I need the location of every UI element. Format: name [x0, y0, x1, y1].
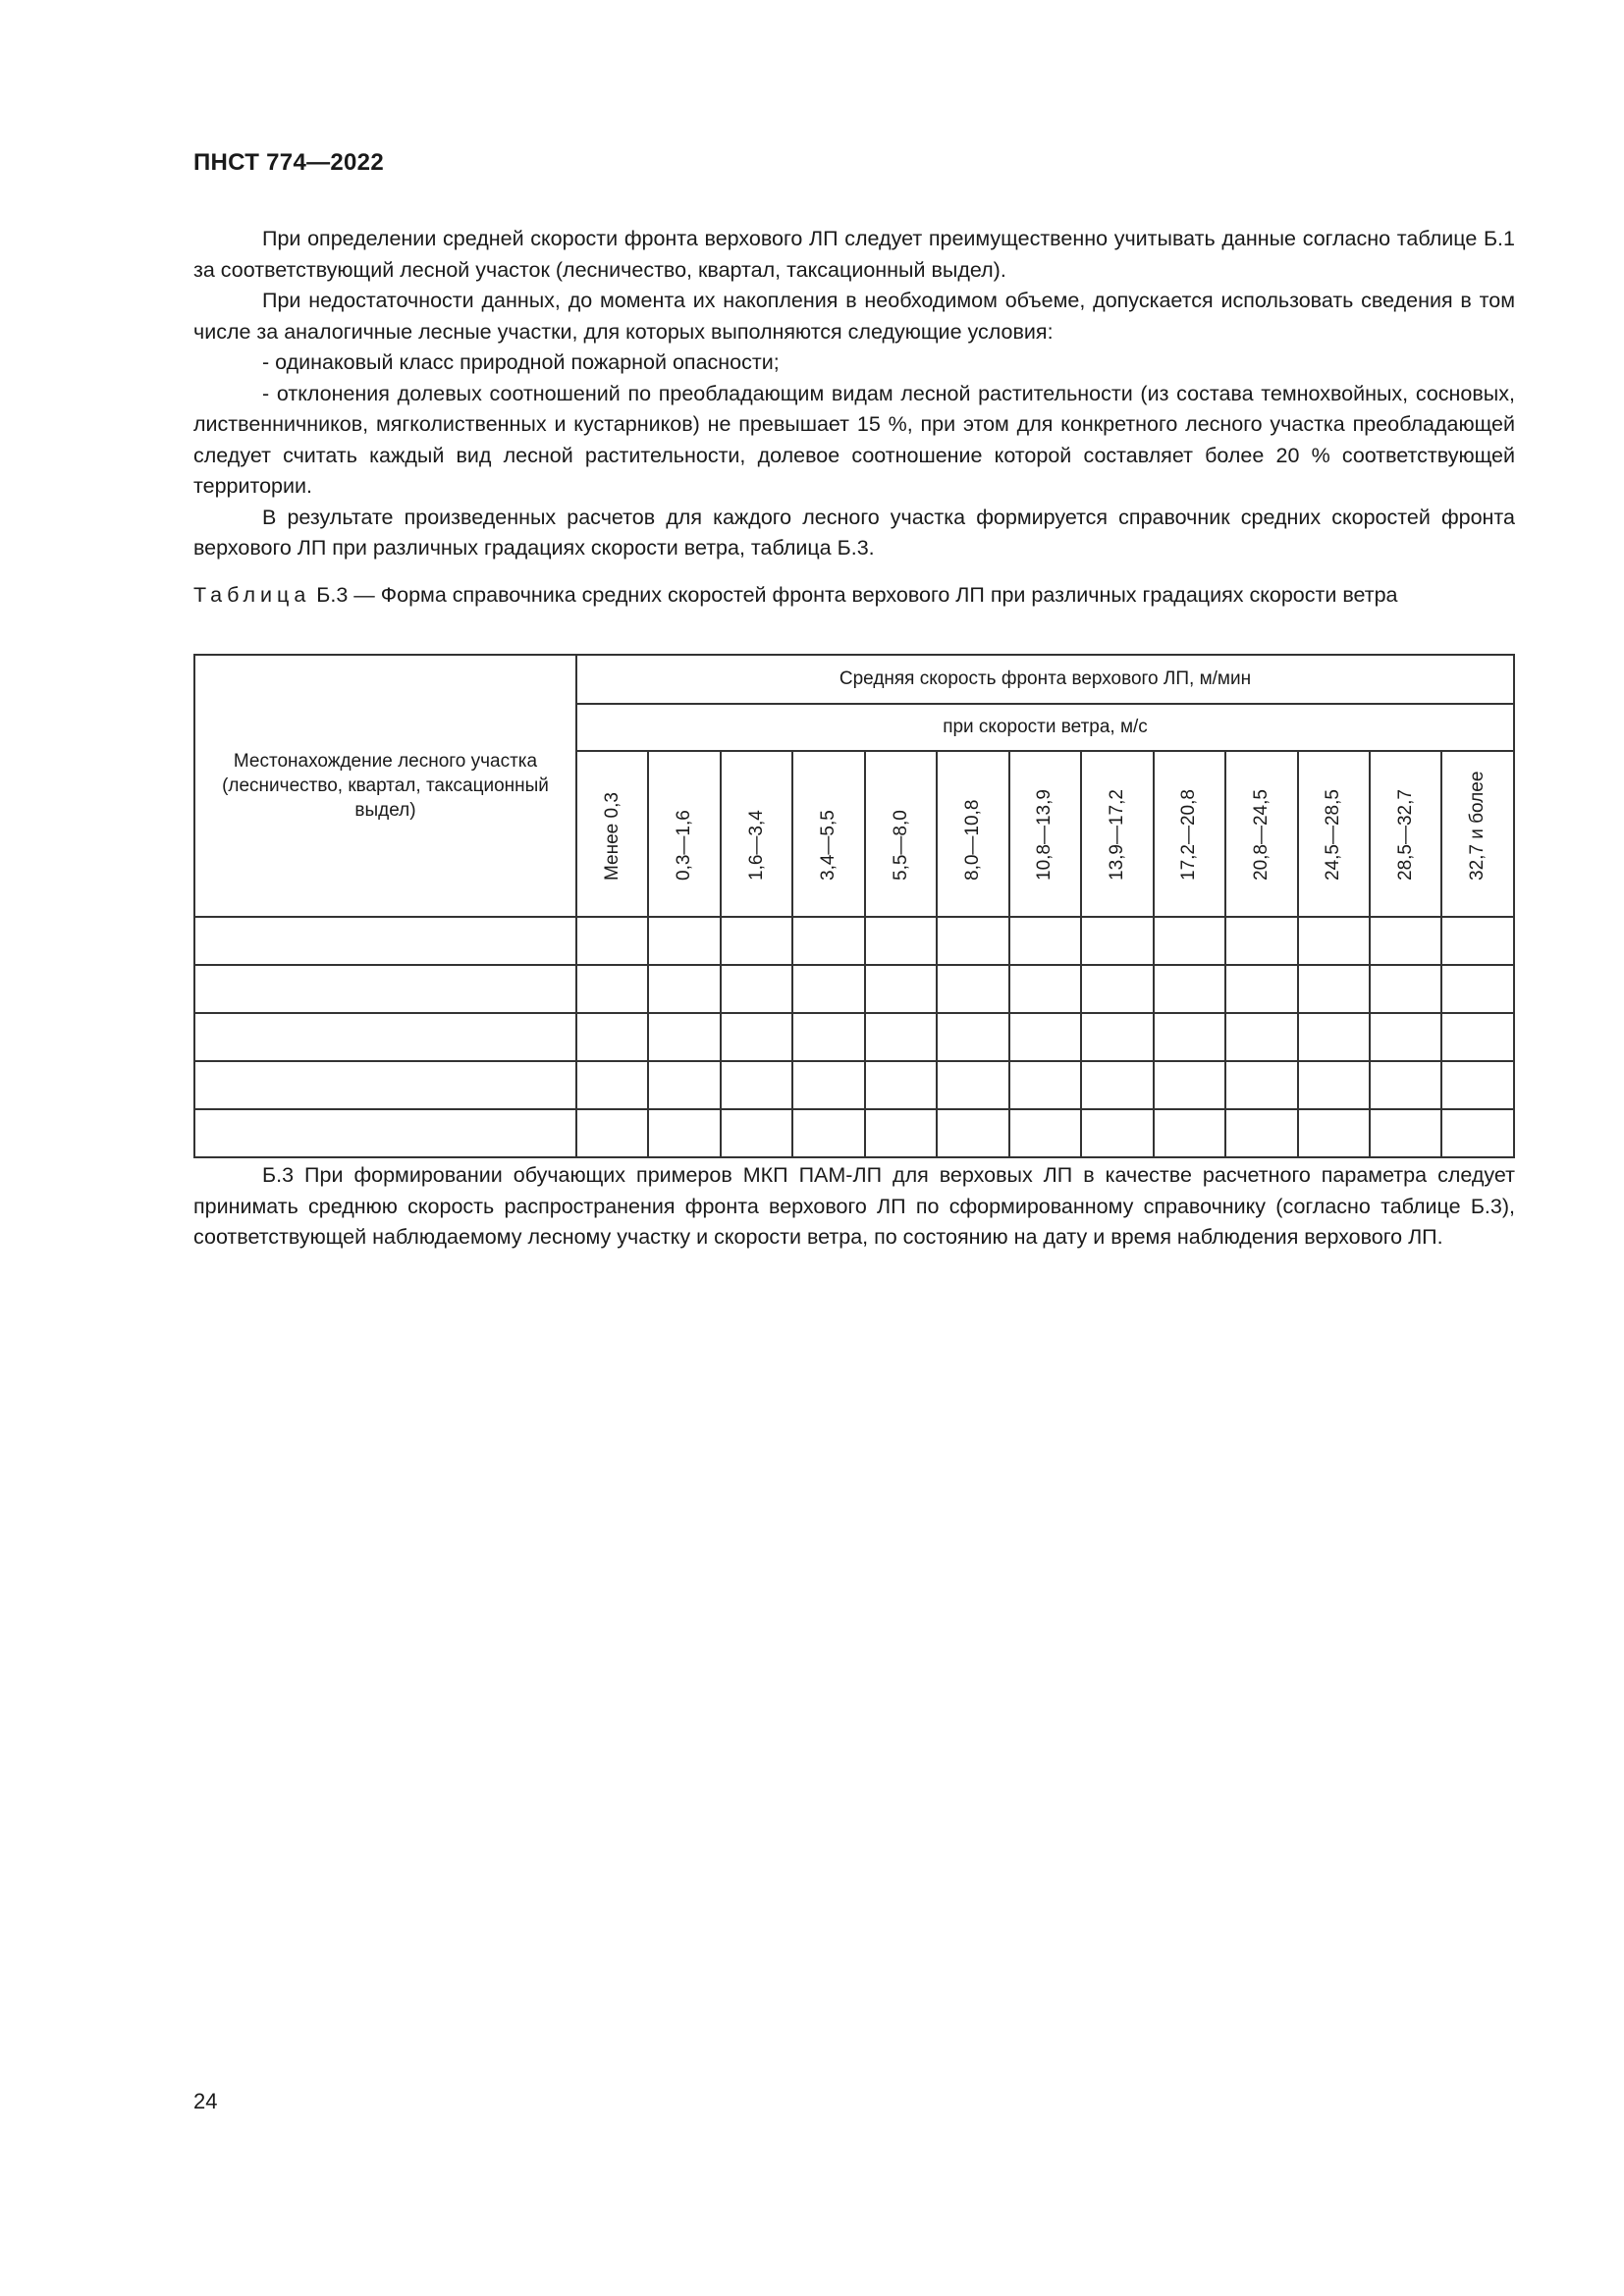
speed-cell — [648, 917, 720, 965]
speed-cell — [865, 965, 937, 1013]
speed-cell — [937, 1013, 1008, 1061]
paragraph-1: При определении средней скорости фронта верхового ЛП следует преимущественно учитывать данные согласно таблице Б.1 за соответствующий лесной участок (лесничество, квартал, таксационный выдел). — [193, 227, 1515, 282]
body-text — [193, 224, 1515, 564]
speed-cell — [1225, 965, 1297, 1013]
speed-cell — [721, 1061, 792, 1109]
wind-gradation-label: 1,6—3,4 — [745, 810, 767, 881]
table-caption — [193, 580, 1515, 612]
wind-gradation-header — [648, 751, 720, 917]
speed-cell — [1370, 1109, 1441, 1157]
speed-cell — [648, 1061, 720, 1109]
condition-1: - одинаковый класс природной пожарной опасности; — [262, 350, 780, 374]
speed-cell — [1081, 1013, 1153, 1061]
speed-cell — [1225, 1013, 1297, 1061]
wind-gradation-label: 5,5—8,0 — [890, 810, 911, 881]
wind-gradation-label: 24,5—28,5 — [1323, 789, 1344, 881]
wind-gradation-label: 32,7 и более — [1467, 771, 1489, 881]
wind-gradation-header — [792, 751, 864, 917]
speed-header: Средняя скорость фронта верхового ЛП, м/мин — [576, 655, 1514, 704]
section-b3 — [193, 1160, 1515, 1254]
table-row — [194, 917, 1514, 965]
speed-cell — [792, 1109, 864, 1157]
speed-cell — [576, 1109, 648, 1157]
wind-gradation-header — [1081, 751, 1153, 917]
speed-cell — [1298, 1109, 1370, 1157]
speed-cell — [1009, 1061, 1081, 1109]
wind-gradation-header — [1009, 751, 1081, 917]
paragraph-3: В результате произведенных расчетов для каждого лесного участка формируется справочник средних скоростей фронта верхового ЛП при различных градациях скорости ветра, таблица Б.3. — [193, 505, 1515, 560]
wind-gradation-header — [721, 751, 792, 917]
location-cell — [194, 917, 576, 965]
speed-cell — [1225, 1061, 1297, 1109]
speed-cell — [865, 1061, 937, 1109]
section-b3-text: Б.3 При формировании обучающих примеров МКП ПАМ-ЛП для верховых ЛП в качестве расчетного параметра следует принимать среднюю скорость распространения фронта верхового ЛП по сформированному справочнику (согласно таблице Б.3), соответствующей наблюдаемому лесному участку и скорости ветра, по состоянию на дату и время наблюдения верхового ЛП. — [193, 1163, 1515, 1249]
speed-cell — [1225, 917, 1297, 965]
paragraph-2: При недостаточности данных, до момента их накопления в необходимом объеме, допускается использовать сведения в том числе за аналогичные лесные участки, для которых выполняются следующие условия: — [193, 289, 1515, 344]
speed-cell — [721, 917, 792, 965]
speed-cell — [792, 965, 864, 1013]
speed-cell — [1441, 917, 1514, 965]
wind-gradation-label: 8,0—10,8 — [961, 799, 983, 881]
speed-cell — [1441, 1013, 1514, 1061]
wind-gradation-label: 3,4—5,5 — [818, 810, 839, 881]
speed-cell — [1081, 1061, 1153, 1109]
speed-cell — [1009, 965, 1081, 1013]
speed-cell — [937, 1109, 1008, 1157]
speed-cell — [648, 965, 720, 1013]
wind-gradation-label: 0,3—1,6 — [674, 810, 695, 881]
speed-cell — [1009, 917, 1081, 965]
wind-gradation-label: 17,2—20,8 — [1178, 789, 1200, 881]
speed-cell — [576, 965, 648, 1013]
wind-gradation-header — [1370, 751, 1441, 917]
wind-gradation-label: 13,9—17,2 — [1106, 789, 1127, 881]
speed-cell — [1154, 917, 1225, 965]
table-caption-label: Таблица — [193, 583, 311, 607]
wind-gradation-header — [1441, 751, 1514, 917]
speed-cell — [1298, 965, 1370, 1013]
speed-cell — [1298, 917, 1370, 965]
speed-cell — [1370, 1061, 1441, 1109]
speed-cell — [937, 1061, 1008, 1109]
speed-cell — [1009, 1013, 1081, 1061]
wind-gradation-label: 28,5—32,7 — [1394, 789, 1416, 881]
document-header: ПНСТ 774—2022 — [193, 149, 384, 176]
wind-gradation-header — [865, 751, 937, 917]
speed-cell — [1154, 1109, 1225, 1157]
speed-cell — [648, 1013, 720, 1061]
reference-table — [193, 654, 1515, 1158]
speed-cell — [937, 965, 1008, 1013]
speed-cell — [865, 917, 937, 965]
location-cell — [194, 1061, 576, 1109]
speed-cell — [1225, 1109, 1297, 1157]
wind-gradation-header — [1225, 751, 1297, 917]
table-body — [194, 917, 1514, 1157]
wind-gradation-header — [576, 751, 648, 917]
speed-cell — [1154, 1061, 1225, 1109]
speed-cell — [1081, 1109, 1153, 1157]
location-cell — [194, 1109, 576, 1157]
wind-header: при скорости ветра, м/с — [576, 704, 1514, 751]
condition-2: - отклонения долевых соотношений по преобладающим видам лесной растительности (из состава темнохвойных, сосновых, лиственничников, мягколиственных и кустарников) не превышает 15 %, при этом для конкретного лесного участка преобладающей следует считать каждый вид лесной растительности, долевое соотношение которой составляет более 20 % соответствующей территории. — [193, 381, 1515, 498]
wind-gradation-header — [1154, 751, 1225, 917]
speed-cell — [576, 1013, 648, 1061]
table-caption-text: Б.3 — Форма справочника средних скоростей фронта верхового ЛП при различных градациях скорости ветра — [316, 583, 1398, 607]
speed-cell — [792, 917, 864, 965]
speed-cell — [1370, 1013, 1441, 1061]
speed-cell — [1081, 917, 1153, 965]
speed-cell — [1370, 965, 1441, 1013]
speed-cell — [865, 1013, 937, 1061]
table-row — [194, 1061, 1514, 1109]
speed-cell — [1154, 965, 1225, 1013]
wind-gradation-label: 10,8—13,9 — [1034, 789, 1056, 881]
table-row — [194, 1109, 1514, 1157]
speed-cell — [1370, 917, 1441, 965]
speed-cell — [937, 917, 1008, 965]
speed-cell — [792, 1013, 864, 1061]
wind-gradation-header — [937, 751, 1008, 917]
wind-gradation-header — [1298, 751, 1370, 917]
speed-cell — [721, 1013, 792, 1061]
speed-cell — [1298, 1013, 1370, 1061]
speed-cell — [1154, 1013, 1225, 1061]
location-header: Местонахождение лесного участка (лесничество, квартал, таксационный выдел) — [194, 655, 576, 917]
speed-cell — [1298, 1061, 1370, 1109]
speed-cell — [1009, 1109, 1081, 1157]
speed-cell — [865, 1109, 937, 1157]
speed-cell — [576, 1061, 648, 1109]
speed-cell — [1441, 1109, 1514, 1157]
wind-gradation-label: Менее 0,3 — [601, 792, 623, 881]
wind-gradation-label: 20,8—24,5 — [1250, 789, 1272, 881]
speed-cell — [1081, 965, 1153, 1013]
speed-cell — [648, 1109, 720, 1157]
speed-cell — [1441, 1061, 1514, 1109]
table-row — [194, 1013, 1514, 1061]
location-cell — [194, 965, 576, 1013]
speed-cell — [1441, 965, 1514, 1013]
page-number: 24 — [193, 2089, 218, 2113]
speed-cell — [721, 965, 792, 1013]
table-row — [194, 965, 1514, 1013]
speed-cell — [721, 1109, 792, 1157]
location-cell — [194, 1013, 576, 1061]
speed-cell — [576, 917, 648, 965]
speed-cell — [792, 1061, 864, 1109]
